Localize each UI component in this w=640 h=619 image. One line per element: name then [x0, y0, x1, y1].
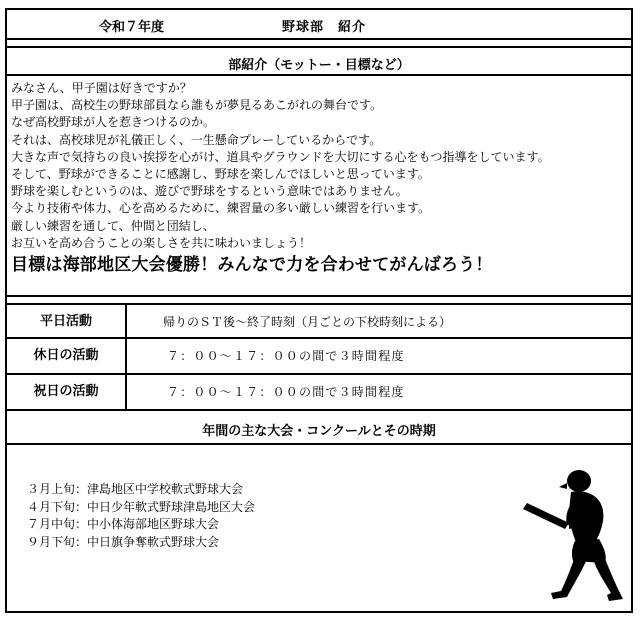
events-heading-row — [7, 411, 631, 445]
national-holiday-activity-value: ７：００～１７：００の間で３時間程度 — [167, 385, 405, 399]
intro-line: なぜ高校野球が人を惹きつけるのか。 — [11, 115, 216, 130]
intro-line: 甲子園は、高校生の野球部員なら誰もが夢見るあこがれの舞台です。 — [11, 98, 383, 113]
weekday-activity-row — [7, 303, 631, 339]
weekday-activity-label: 平日活動 — [7, 305, 127, 337]
intro-line: それは、高校球児が礼儀正しく、一生懸命プレーしているからです。 — [11, 132, 382, 147]
intro-line: お互いを高め合うことの楽しさを共に味わいましょう！ — [11, 235, 312, 250]
club-goal: 目標は海部地区大会優勝！みんなで力を合わせてがんばろう！ — [11, 255, 493, 276]
event-item: ７月中旬：中小体海部地区野球大会 — [27, 517, 220, 531]
national-holiday-activity-label: 祝日の活動 — [7, 375, 127, 409]
intro-line: 厳しい練習を通して、仲間と団結し、 — [11, 218, 215, 233]
title-row — [7, 10, 631, 40]
event-item: ９月下旬：中日旗争奪軟式野球大会 — [27, 534, 220, 549]
fiscal-year: 令和７年度 — [99, 20, 165, 35]
events-heading: 年間の主な大会・コンクールとその時期 — [202, 424, 436, 439]
holiday-activity-value: ７：００～１７：００の間で３時間程度 — [167, 349, 405, 363]
event-item: ４月下旬：中日少年軟式野球津島地区大会 — [27, 499, 256, 514]
intro-line: みなさん、甲子園は好きですか？ — [11, 81, 192, 95]
national-holiday-activity-row — [7, 375, 631, 411]
events-list — [27, 481, 255, 551]
baseball-batter-icon — [515, 465, 625, 605]
intro-heading: 部紹介（モットー・目標など） — [228, 58, 410, 73]
events-body — [7, 445, 631, 611]
intro-line: 今より技術や体力、心を高めるために、練習量の多い厳しい練習を行います。 — [11, 201, 431, 216]
intro-body — [7, 76, 631, 297]
club-introduction-sheet — [5, 8, 633, 613]
intro-line: そして、野球ができることに感謝し、野球を楽しんでほしいと思っています。 — [11, 167, 430, 182]
holiday-activity-label: 休日の活動 — [7, 339, 127, 373]
event-item: ３月上旬：津島地区中学校軟式野球大会 — [27, 482, 244, 496]
club-title: 野球部 紹介 — [282, 20, 367, 35]
intro-line: 大きな声で気持ちの良い挨拶を心がけ、道具やグラウンドを大切にする心をもつ指導をしています。 — [11, 149, 550, 164]
intro-line: 野球を楽しむというのは、遊びで野球をするという意味ではありません。 — [11, 184, 408, 199]
weekday-activity-value: 帰りのＳＴ後～終了時刻（月ごとの下校時刻による） — [163, 315, 452, 329]
intro-heading-row — [7, 46, 631, 76]
holiday-activity-row — [7, 339, 631, 375]
